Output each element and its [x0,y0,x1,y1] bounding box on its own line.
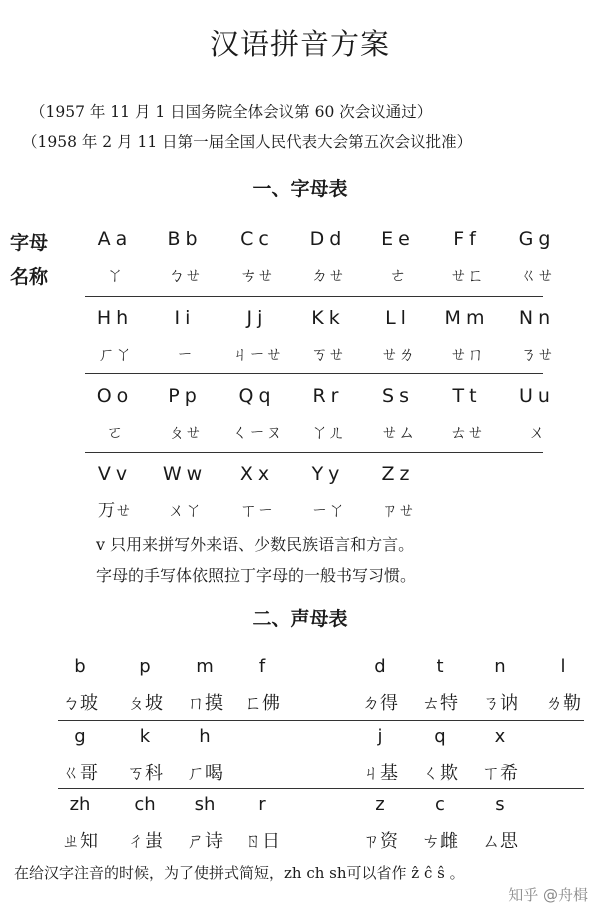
alphabet-letter-name: ㄎㄝ [311,345,345,365]
initial-letter: l [560,656,566,677]
alphabet-letter-name: ㄪㄝ [98,501,132,521]
alphabet-letter-name: ㄝㄇ [450,345,484,365]
initial-letter: m [196,656,214,677]
initial-letter: j [377,726,383,747]
initial-letter: p [139,656,151,677]
alphabet-letter: Bb [167,228,203,250]
initial-letter: f [258,656,266,677]
alphabet-letter-name: ㄜ [389,266,407,286]
initial-zhuyin-example: ㄈ佛 [244,693,280,714]
alphabet-letter: Ss [382,385,414,407]
alphabet-letter-name: ㄝㄙ [381,423,415,443]
initial-zhuyin-example: ㄆ坡 [127,693,163,714]
alphabet-letter-name: ㄗㄝ [381,501,415,521]
alphabet-divider [85,452,543,453]
initial-letter: n [494,656,506,677]
alphabet-letter-name: ㄒㄧ [240,501,274,521]
initial-letter: ch [134,794,156,815]
alphabet-letter-name: ㄛ [106,423,124,443]
alphabet-letter: Jj [246,307,268,329]
initial-zhuyin-example: ㄒ希 [482,763,518,784]
alphabet-letter-name: ㄏㄚ [98,345,132,365]
page-title: 汉语拼音方案 [209,27,390,61]
initial-letter: h [199,726,211,747]
alphabet-letter: Ww [162,463,208,485]
initial-zhuyin-example: ㄖ日 [244,831,280,852]
initials-divider [58,720,584,721]
initial-zhuyin-example: ㄇ摸 [187,693,223,714]
initial-letter: g [74,726,86,747]
alphabet-letter: Oo [96,385,134,407]
watermark: 知乎 @舟楫 [508,886,588,904]
alphabet-letter-name: ㄧ [176,345,194,365]
initial-zhuyin-example: ㄘ雌 [422,831,458,852]
alphabet-letter-name: ㄧㄚ [311,501,345,521]
alphabet-letter: Pp [168,385,202,407]
alphabet-letter-name: ㄉㄝ [311,266,345,286]
alphabet-letter: Mm [444,307,490,329]
alphabet-letter-name: ㄝㄈ [450,266,484,286]
row-label-letter: 字母 [10,232,49,254]
alphabet-letter: Yy [311,463,345,485]
initial-zhuyin-example: ㄓ知 [62,831,98,852]
alphabet-letter: Cc [240,228,274,250]
initial-zhuyin-example: ㄕ诗 [187,831,223,852]
alphabet-letter-name: ㄨ [528,423,546,443]
alphabet-letter-name: ㄚ [106,266,124,286]
initial-letter: zh [69,794,91,815]
alphabet-letter-name: ㄆㄝ [168,423,202,443]
alphabet-divider [85,296,543,297]
initial-zhuyin-example: ㄎ科 [127,763,163,784]
initial-zhuyin-example: ㄑ欺 [422,763,458,784]
alphabet-letter-name: ㄅㄝ [168,266,202,286]
initial-zhuyin-example: ㄅ玻 [62,693,98,714]
alphabet-letter: Zz [381,463,415,485]
subtitle-approval-1958: （1958 年 2 月 11 日第一届全国人民代表大会第五次会议批准） [22,133,473,151]
alphabet-letter: Ff [453,228,481,250]
alphabet-letter: Aa [97,228,133,250]
alphabet-letter: Rr [312,385,344,407]
note-v-usage: v 只用来拼写外来语、少数民族语言和方言。 [96,535,415,554]
alphabet-letter: Vv [97,463,133,485]
section-title-alphabet: 一、字母表 [252,178,348,200]
initial-zhuyin-example: ㄌ勒 [545,693,581,714]
initial-letter: d [374,656,386,677]
initial-zhuyin-example: ㄍ哥 [62,763,98,784]
initial-letter: s [495,794,505,815]
alphabet-letter-name: ㄊㄝ [450,423,484,443]
initial-zhuyin-example: ㄗ资 [362,831,398,852]
initial-letter: r [258,794,266,815]
section-title-initials: 二、声母表 [252,608,348,630]
initial-letter: sh [194,794,216,815]
subtitle-approval-1957: （1957 年 11 月 1 日国务院全体会议第 60 次会议通过） [30,103,433,121]
initial-zhuyin-example: ㄋ讷 [482,693,518,714]
alphabet-letter: Ll [385,307,411,329]
initial-zhuyin-example: ㄉ得 [362,693,398,714]
initial-letter: q [434,726,446,747]
initial-letter: t [436,656,444,677]
initial-letter: b [74,656,86,677]
row-label-name: 名称 [10,266,49,288]
note-handwriting: 字母的手写体依照拉丁字母的一般书写习惯。 [96,566,417,585]
alphabet-letter-name: ㄨㄚ [168,501,202,521]
alphabet-letter: Kk [311,307,345,329]
initial-zhuyin-example: ㄊ特 [422,693,458,714]
alphabet-letter-name: ㄍㄝ [520,266,554,286]
alphabet-letter-name: ㄚㄦ [311,423,345,443]
alphabet-letter-name: ㄐㄧㄝ [231,345,283,365]
alphabet-letter: Ee [381,228,415,250]
initial-letter: c [435,794,445,815]
alphabet-letter-name: ㄝㄌ [381,345,415,365]
initial-zhuyin-example: ㄏ喝 [187,763,223,784]
alphabet-letter-name: ㄋㄝ [520,345,554,365]
alphabet-letter-name: ㄘㄝ [240,266,274,286]
alphabet-divider [85,373,543,374]
alphabet-letter: Xx [239,463,275,485]
alphabet-letter: Uu [519,385,555,407]
initial-letter: k [139,726,151,747]
alphabet-letter: Nn [518,307,556,329]
alphabet-letter: Tt [452,385,482,407]
initial-letter: z [375,794,385,815]
initials-divider [58,788,584,789]
initial-zhuyin-example: ㄙ思 [482,831,518,852]
alphabet-letter: Dd [309,228,347,250]
initial-letter: x [494,726,506,747]
alphabet-letter: Qq [238,385,276,407]
alphabet-letter: Hh [96,307,134,329]
footnote: 在给汉字注音的时候，为了使拼式简短，zh ch sh可以省作 ẑ ĉ ŝ 。 [14,864,465,882]
alphabet-letter: Ii [174,307,196,329]
alphabet-letter-name: ㄑㄧㄡ [231,423,283,443]
initial-zhuyin-example: ㄔ蚩 [127,831,163,852]
alphabet-letter: Gg [518,228,556,250]
initial-zhuyin-example: ㄐ基 [362,763,398,784]
